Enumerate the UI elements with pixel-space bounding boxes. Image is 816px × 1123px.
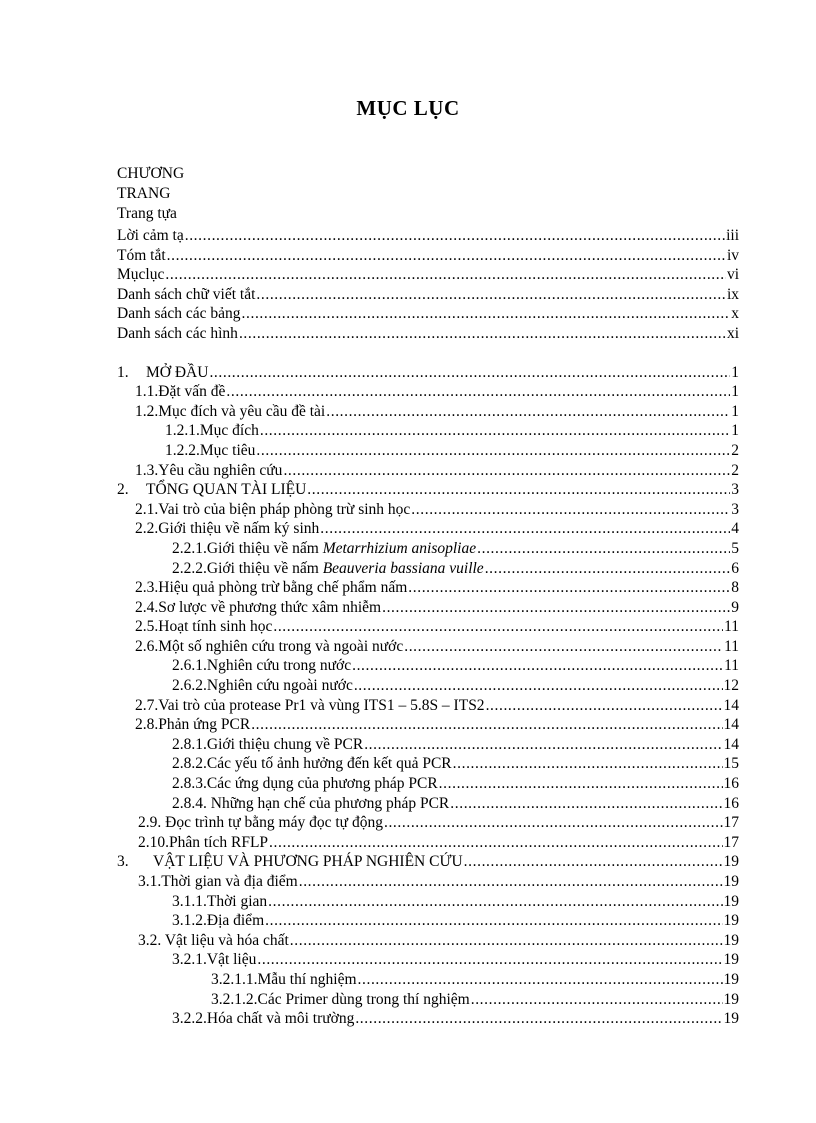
toc-entry-label [117,226,184,246]
toc-page-number: 2 [731,441,739,459]
toc-entry-text: 2.8.Phản ứng PCR [135,716,251,734]
toc-entry-text: Mụclục [117,266,165,284]
toc-page-number: 14 [723,735,739,753]
dot-leader [307,480,730,500]
toc-entry-italic-text: Metarrhizium anisopliae [322,539,477,557]
toc-page-number: 11 [724,618,739,636]
toc-entry[interactable] [117,598,739,618]
dot-leader [364,735,722,755]
toc-entry-label [117,285,255,305]
toc-entry-label [211,990,470,1010]
dot-leader [260,421,730,441]
toc-page-number: 15 [723,755,739,773]
toc-entry-text: 2.9. Đọc trình tự bằng máy đọc tự động [138,814,383,832]
toc-entry[interactable] [117,813,739,833]
toc-entry-text: 2.4.Sơ lược về phương thức xâm nhiễm [135,598,382,616]
toc-entry[interactable] [117,246,739,266]
dot-leader [486,696,723,716]
toc-entry-label [135,598,381,618]
dot-leader [404,637,723,657]
dot-leader [265,911,722,931]
toc-page-number: 16 [723,775,739,793]
toc-entry[interactable] [117,265,739,285]
toc-entry-label [135,617,272,637]
dot-leader [384,813,723,833]
toc-chapter-number: 2. [117,481,129,499]
toc-entry-label [172,559,484,579]
toc-entry-label [138,931,289,951]
toc-entry-text: 1.2.1.Mục đích [165,422,259,440]
toc-page-number: 4 [731,520,739,538]
toc-entry[interactable] [117,500,739,520]
toc-page-number: iii [726,227,739,244]
toc-entry-label [172,676,353,696]
toc-entry-label [165,441,255,461]
toc-entry-italic-text: Beauveria bassiana vuille [322,559,484,577]
toc-entry-text: 2.10.Phân tích RFLP [138,833,269,851]
toc-entry-label [172,539,476,559]
dot-leader [358,970,723,990]
toc-entry-label [165,421,259,441]
toc-entry-label [172,774,438,794]
toc-entry[interactable] [117,421,739,441]
toc-entry-label [135,715,250,735]
toc-entry-label [138,872,298,892]
dot-leader [251,715,722,735]
toc-entry-label [135,382,225,402]
chapter-list [117,363,739,1029]
toc-entry[interactable] [117,990,739,1010]
header-chuong: CHƯƠNG [117,165,185,182]
toc-entry[interactable] [117,970,739,990]
section-gap [117,344,739,363]
dot-leader [485,559,731,579]
dot-leader [326,402,730,422]
toc-entry[interactable] [117,285,739,305]
toc-page-number: 1 [731,363,739,381]
toc-page-number: 19 [723,892,739,910]
toc-entry-text: 3.2.1.1.Mẫu thí nghiệm [211,970,357,988]
toc-page-number: 9 [731,598,739,616]
toc-entry-text: 2.7.Vai trò của protease Pr1 và vùng ITS1 – 5.8S – ITS2 [135,696,485,714]
page-title: MỤC LỤC [356,96,460,120]
dot-leader [408,578,730,598]
toc-page-number: 19 [723,951,739,969]
toc-entry-text: 3.1.Thời gian và địa điểm [138,873,298,890]
toc-entry-label [172,735,363,755]
toc-entry-text: 3.2.1.Vật liệu [172,951,257,969]
toc-entry-text: 2.1.Vai trò của biện pháp phòng trừ sinh học [135,500,411,518]
toc-entry-text: 3.1.1.Thời gian [172,892,268,910]
dot-leader [226,382,730,402]
toc-entry[interactable] [117,833,739,853]
toc-entry[interactable] [117,382,739,402]
toc-entry[interactable] [117,324,739,344]
toc-entry[interactable] [117,637,739,657]
toc-entry-label [135,696,485,716]
toc-entry[interactable] [117,461,739,481]
toc-entry-text: Danh sách chữ viết tắt [117,285,256,303]
toc-page-number: 19 [723,931,739,949]
toc-page-number: 5 [731,539,739,557]
toc-chapter-entry[interactable] [117,363,739,383]
toc-entry[interactable] [117,402,739,422]
toc-page-number: 14 [723,716,739,734]
dot-leader [257,950,722,970]
toc-entry[interactable] [117,676,739,696]
toc-entry[interactable] [117,774,739,794]
toc-page-number: 17 [723,833,739,851]
dot-leader [269,833,722,853]
toc-entry[interactable] [117,226,739,246]
header-trang-tua: Trang tựa [117,205,177,222]
toc-entry-text: 2.6.Một số nghiên cứu trong và ngoài nước [135,637,404,655]
toc-chapter-number: 3. [117,853,129,871]
toc-entry[interactable] [117,559,739,579]
dot-leader [355,1009,722,1029]
dot-leader [464,852,723,872]
toc-page-number: 1 [731,383,739,401]
dot-leader [453,754,723,774]
toc-page-number: 11 [724,637,739,655]
toc-page-number: 14 [723,696,739,714]
toc-entry-label [172,794,449,814]
toc-entry-text: MỞ ĐẦU [146,363,209,381]
toc-entry-text: 3.1.2.Địa điểm [172,912,265,930]
toc-entry-text: 2.5.Hoạt tính sinh học [135,618,273,636]
toc-page-number: 8 [731,579,739,597]
dot-leader [165,265,726,285]
dot-leader [268,892,722,912]
toc-entry-label [135,637,403,657]
toc-entry-label [138,833,268,853]
toc-chapter-entry[interactable] [117,480,739,500]
toc-page-number: 19 [723,970,739,988]
toc-entry-label [135,500,410,520]
toc-entry-text: Lời cảm tạ [117,227,184,244]
toc-page-number: 16 [723,794,739,812]
table-of-contents [117,226,739,1029]
toc-entry-label [138,813,383,833]
dot-leader [283,461,730,481]
toc-entry-text: 2.2.2.Giới thiệu về nấm [172,559,323,577]
toc-entry-label [172,950,256,970]
toc-entry[interactable] [117,950,739,970]
toc-entry-text: 2.2.1.Giới thiệu về nấm [172,539,323,557]
toc-entry-text: 2.8.2.Các yếu tố ảnh hưởng đến kết quả PCR [172,755,452,773]
toc-entry-label [117,265,164,285]
toc-page-number: 19 [723,1010,739,1028]
toc-entry-text: TỔNG QUAN TÀI LIỆU [146,481,307,499]
dot-leader [439,774,723,794]
toc-entry-text: 2.2.Giới thiệu về nấm ký sinh [135,520,320,538]
toc-entry-text: VẬT LIỆU VÀ PHƯƠNG PHÁP NGHIÊN CỨU [153,853,463,871]
toc-entry[interactable] [117,539,739,559]
toc-chapter-entry[interactable] [117,852,739,872]
toc-entry[interactable] [117,754,739,774]
toc-entry-text: 2.8.3.Các ứng dụng của phương pháp PCR [172,775,438,793]
toc-page-number: 2 [731,461,739,479]
toc-entry[interactable] [117,441,739,461]
toc-entry[interactable] [117,715,739,735]
toc-page-number: vi [726,266,739,284]
dot-leader [167,246,726,266]
dot-leader [256,285,726,305]
toc-page-number: xi [726,324,739,342]
toc-entry-label [172,656,351,676]
toc-entry-text: 3.2.1.2.Các Primer dùng trong thí nghiệm [211,990,470,1008]
toc-page-number: iv [726,246,739,264]
dot-leader [450,794,722,814]
dot-leader [299,872,723,892]
dot-leader [411,500,730,520]
toc-page-number: 19 [723,912,739,930]
toc-entry-text: 2.6.2.Nghiên cứu ngoài nước [172,677,353,695]
toc-entry[interactable] [117,872,739,892]
toc-entry[interactable] [117,911,739,931]
toc-entry-text: 3.2. Vật liệu và hóa chất [138,931,289,949]
toc-entry-label [135,402,325,422]
dot-leader [185,226,725,246]
dot-leader [239,324,726,344]
toc-entry-text: 2.3.Hiệu quả phòng trừ bằng chế phẩm nấm [135,579,408,597]
toc-entry[interactable] [117,931,739,951]
toc-entry-text: 1.2.2.Mục tiêu [165,441,256,459]
toc-page-number: 1 [731,422,739,440]
toc-page-number: 3 [731,500,739,518]
toc-entry-text: Danh sách các bảng [117,305,241,323]
toc-page-number: 19 [723,990,739,1008]
toc-page-number: 19 [723,873,739,890]
toc-chapter-number: 1. [117,363,129,381]
dot-leader [209,363,730,383]
toc-page-number: 1 [731,402,739,420]
toc-entry[interactable] [117,696,739,716]
toc-entry[interactable] [117,794,739,814]
toc-entry-text: 2.8.1.Giới thiệu chung về PCR [172,735,364,753]
toc-entry-text: 1.2.Mục đích và yêu cầu đề tài [135,402,326,420]
toc-page-number: ix [726,285,739,303]
toc-page-number: 6 [731,559,739,577]
front-matter-list [117,226,739,344]
toc-entry-label [117,363,208,383]
toc-entry-text: Tóm tắt [117,246,166,264]
dot-leader [477,539,730,559]
toc-entry-label [117,480,306,500]
dot-leader [320,519,730,539]
dot-leader [382,598,730,618]
toc-entry-text: 1.3.Yêu cầu nghiên cứu [135,461,283,479]
toc-entry-label [172,754,452,774]
toc-entry-label [172,892,267,912]
header-trang: TRANG [117,185,171,202]
dot-leader [256,441,730,461]
toc-entry-text: 2.6.1.Nghiên cứu trong nước [172,657,352,675]
dot-leader [354,676,723,696]
toc-page-number: 19 [723,853,739,871]
toc-entry-label [172,911,264,931]
toc-entry-text: 1.1.Đặt vấn đề [135,383,226,401]
toc-entry[interactable] [117,1009,739,1029]
toc-entry[interactable] [117,617,739,637]
toc-entry-text: Danh sách các hình [117,324,238,342]
toc-page-number: x [731,305,739,323]
toc-entry-label [135,461,282,481]
toc-entry[interactable] [117,892,739,912]
toc-entry-label [211,970,357,990]
toc-entry-label [117,852,463,872]
toc-entry[interactable] [117,578,739,598]
toc-entry-label [135,578,407,598]
dot-leader [352,656,723,676]
toc-entry-label [117,304,241,324]
toc-entry-label [117,324,238,344]
toc-entry-label [135,519,319,539]
toc-entry-label [117,246,166,266]
dot-leader [471,990,723,1010]
toc-entry-label [172,1009,354,1029]
toc-page-number: 3 [731,481,739,499]
dot-leader [273,617,723,637]
toc-page-number: 12 [723,677,739,695]
dot-leader [290,931,723,951]
toc-entry[interactable] [117,656,739,676]
toc-entry[interactable] [117,519,739,539]
toc-entry-text: 3.2.2.Hóa chất và môi trường [172,1010,355,1028]
toc-page-number: 11 [724,657,739,675]
toc-entry[interactable] [117,735,739,755]
dot-leader [242,304,731,324]
toc-page-number: 17 [723,814,739,832]
toc-entry-text: 2.8.4. Những hạn chế của phương pháp PCR [172,794,450,812]
toc-entry[interactable] [117,304,739,324]
